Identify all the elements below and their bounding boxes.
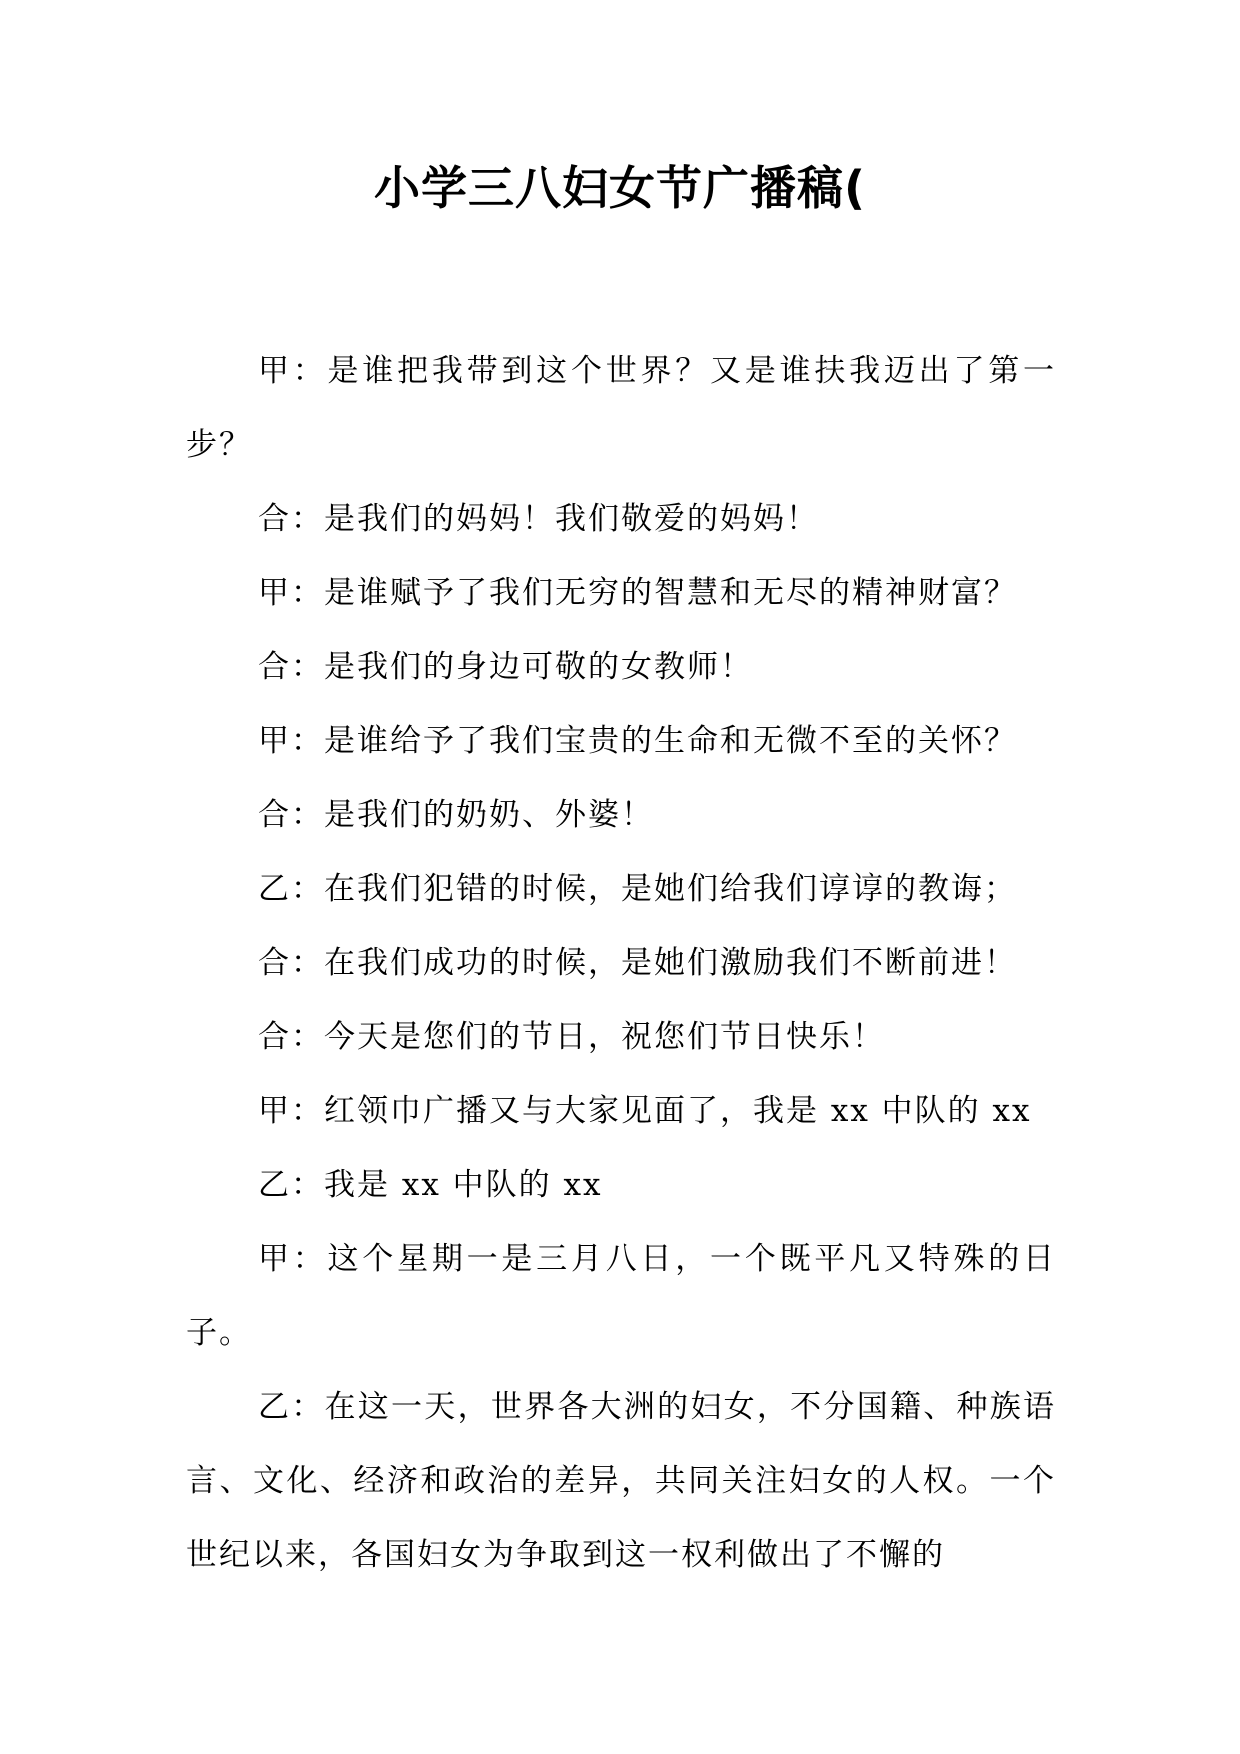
document-body xyxy=(186,334,1056,1592)
paragraph: 合：是我们的妈妈！我们敬爱的妈妈！ xyxy=(258,501,819,537)
paragraph: 甲：红领巾广播又与大家见面了，我是 xx 中队的 xx xyxy=(258,1093,1032,1129)
paragraph: 乙：我是 xx 中队的 xx xyxy=(258,1167,603,1203)
paragraph: 合：是我们的奶奶、外婆！ xyxy=(258,797,654,833)
paragraph: 甲：这个星期一是三月八日，一个既平凡又特殊的日子。 xyxy=(186,1241,1056,1351)
paragraph: 合：今天是您们的节日，祝您们节日快乐！ xyxy=(258,1019,885,1055)
paragraph: 合：是我们的身边可敬的女教师！ xyxy=(258,649,753,685)
paragraph: 甲：是谁赋予了我们无穷的智慧和无尽的精神财富？ xyxy=(258,575,1017,611)
document-title: 小学三八妇女节广播稿( xyxy=(373,161,867,215)
paragraph: 甲：是谁给予了我们宝贵的生命和无微不至的关怀？ xyxy=(258,723,1017,759)
paragraph: 甲：是谁把我带到这个世界？又是谁扶我迈出了第一步？ xyxy=(186,353,1056,463)
paragraph: 乙：在我们犯错的时候，是她们给我们谆谆的教诲； xyxy=(258,871,1017,907)
paragraph: 合：在我们成功的时候，是她们激励我们不断前进！ xyxy=(258,945,1017,981)
paragraph: 乙：在这一天，世界各大洲的妇女，不分国籍、种族语言、文化、经济和政治的差异，共同关注妇女的人权。一个世纪以来，各国妇女为争取到这一权利做出了不懈的 xyxy=(186,1389,1056,1573)
